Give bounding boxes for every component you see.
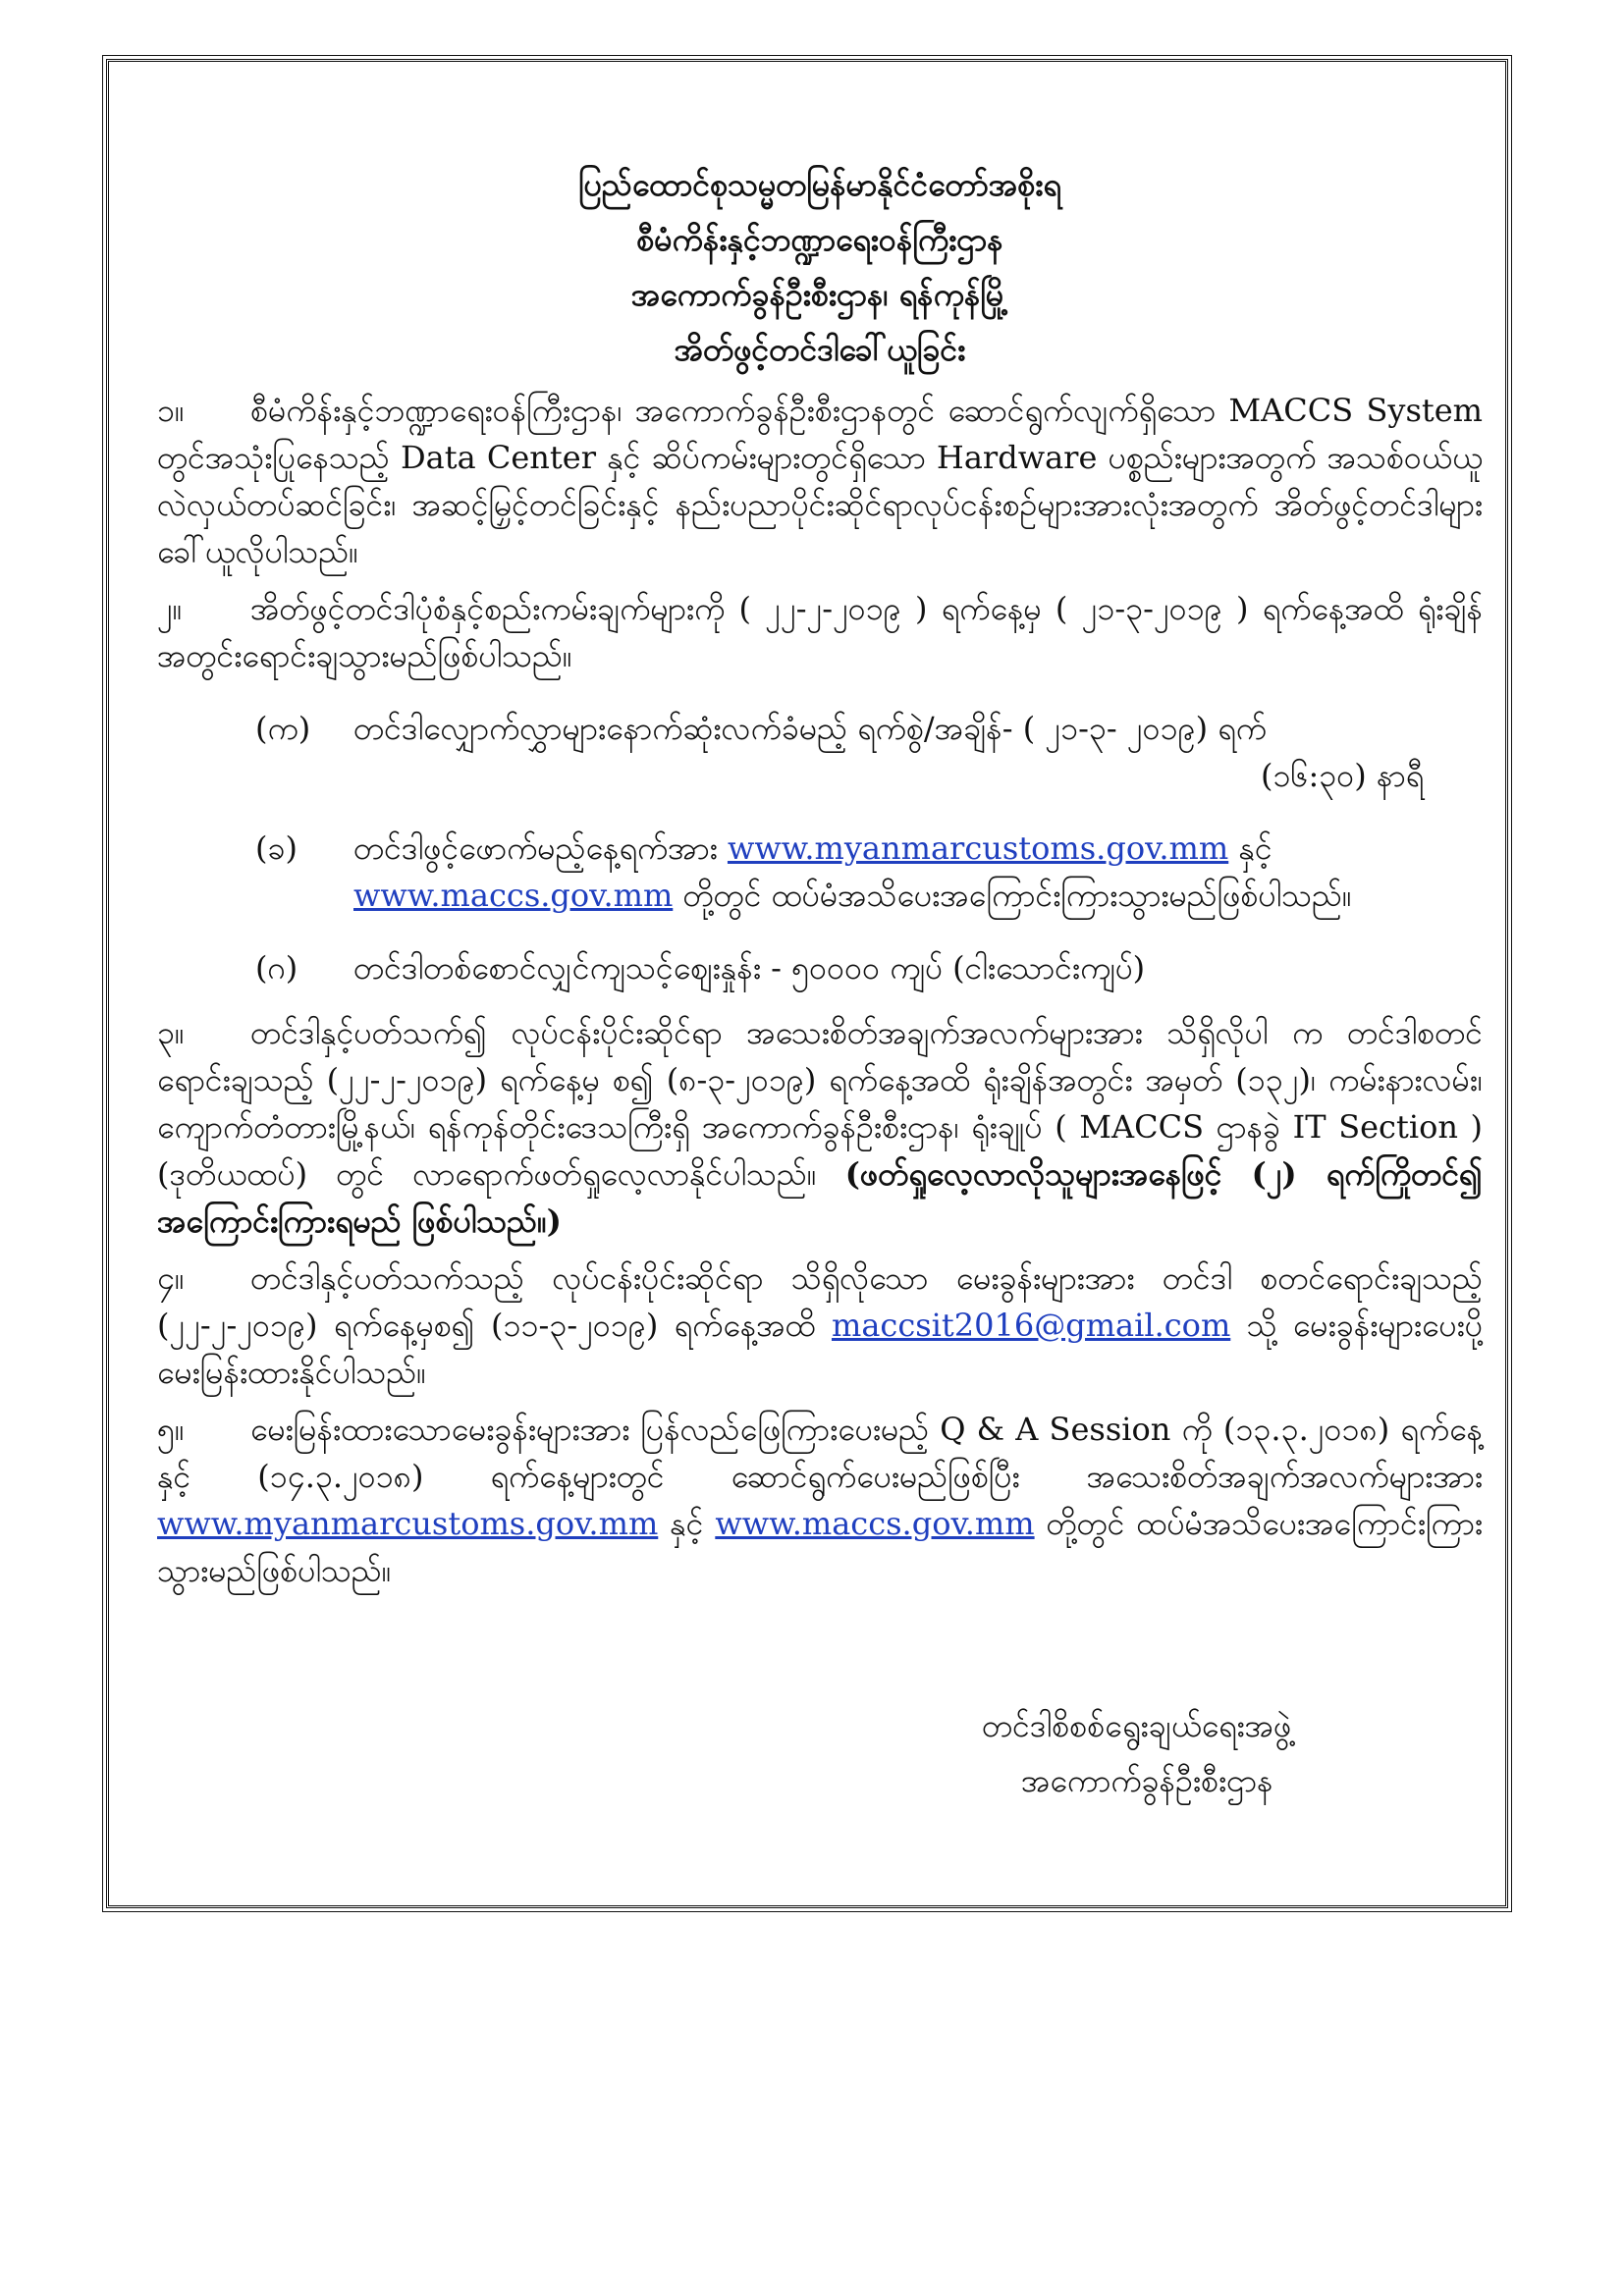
conjunction: နှင့် [670,1505,704,1542]
sub-item-a [157,705,1483,752]
sub-item-text: တင်ဒါဖွင့်ဖောက်မည့်နေ့ရက်အား [353,829,718,867]
signature-block [982,1698,1473,1808]
sub-item-text-end: တို့တွင် ထပ်မံအသိပေးအကြောင်းကြားသွားမည်ဖြစ်ပါသည်။ [682,877,1352,914]
header-government: ပြည်ထောင်စုသမ္မတမြန်မာနိုင်ငံတော်အစိုးရ [578,166,1061,203]
header-ministry: စီမံကိန်းနှင့်ဘဏ္ဍာရေးဝန်ကြီးဌာန [636,221,1003,258]
email-link[interactable]: maccsit2016@gmail.com [831,1307,1231,1344]
paragraph-2 [157,585,1483,679]
paragraph-text-end: သို့ မေးခွန်းများပေးပို့မေးမြန်းထားနိုင်ပါသည်။ [157,1307,1484,1391]
paragraph-text-end: တို့တွင် ထပ်မံအသိပေးအကြောင်းကြားသွားမည်ဖြစ်ပါသည်။ [157,1505,1484,1589]
link-myanmarcustoms[interactable]: www.myanmarcustoms.gov.mm [157,1505,659,1542]
link-myanmarcustoms[interactable]: www.myanmarcustoms.gov.mm [727,829,1229,867]
paragraph-note: (ဖတ်ရှုလေ့လာလိုသူများအနေဖြင့် (၂) ရက်ကြိုတင်၍ အကြောင်းကြားရမည် ဖြစ်ပါသည်။) [157,1155,1484,1240]
sub-item-label: (ဂ) [255,949,298,987]
sub-item-c [157,944,1483,991]
paragraph-text: မေးမြန်းထားသောမေးခွန်းများအား ပြန်လည်ဖြေကြားပေးမည့် Q & A Session ကို (၁၃.၃.၂၀၁၈) ရက်နေ့နှင့် (၁၄.၃.၂၀၁၈) ရက်နေ့များတွင် ဆောင်ရွက်ပေးမည်ဖြစ်ပြီး အသေးစိတ်အချက်အလက်များအား [157,1411,1483,1495]
paragraph-number: ၄။ [157,1259,185,1297]
sub-item-label: (ခ) [255,829,298,867]
paragraph-5 [157,1406,1483,1594]
sub-item-b [157,825,1483,919]
paragraph-text: တင်ဒါနှင့်ပတ်သက်သည့် လုပ်ငန်းပိုင်းဆိုင်ရာ သိရှိလိုသော မေးခွန်းများအား တင်ဒါ စတင်ရောင်းချသည့် (၂၂-၂-၂၀၁၉) ရက်နေ့မှစ၍ (၁၁-၃-၂၀၁၉) ရက်နေ့အထိ [157,1259,1484,1344]
paragraph-number: ၃။ [157,1014,185,1051]
document-body [157,157,1483,1594]
header-department: အကောက်ခွန်ဦးစီးဌာန၊ ရန်ကုန်မြို့ [630,276,1009,313]
link-maccs[interactable]: www.maccs.gov.mm [353,877,674,914]
paragraph-number: ၅။ [157,1411,185,1448]
paragraph-text: စီမံကိန်းနှင့်ဘဏ္ဍာရေးဝန်ကြီးဌာန၊ အကောက်ခွန်ဦးစီးဌာနတွင် ဆောင်ရွက်လျက်ရှိသော MACCS System တွင်အသုံးပြုနေသည့် Data Center နှင့် ဆိပ်ကမ်းများတွင်ရှိသော Hardware ပစ္စည်းများအတွက် အသစ်ဝယ်ယူလဲလှယ်တပ်ဆင်ခြင်း၊ အဆင့်မြှင့်တင်ခြင်းနှင့် နည်းပညာပိုင်းဆိုင်ရာလုပ်ငန်းစဉ်များအားလုံးအတွက် အိတ်ဖွင့်တင်ဒါများ ခေါ်ယူလိုပါသည်။ [157,392,1483,570]
paragraph-number: ၂။ [157,590,183,627]
paragraph-text: တင်ဒါနှင့်ပတ်သက်၍ လုပ်ငန်းပိုင်းဆိုင်ရာ အသေးစိတ်အချက်အလက်များအား သိရှိလိုပါ က တင်ဒါစတင်ရောင်းချသည့် (၂၂-၂-၂၀၁၉) ရက်နေ့မှ စ၍ (၈-၃-၂၀၁၉) ရက်နေ့အထိ ရုံးချိန်အတွင်း အမှတ် (၁၃၂)၊ ကမ်းနားလမ်း၊ ကျောက်တံတားမြို့နယ်၊ ရန်ကုန်တိုင်းဒေသကြီးရှိ အကောက်ခွန်ဦးစီးဌာန၊ ရုံးချုပ် ( MACCS ဌာနခွဲ IT Section ) (ဒုတိယထပ်) တွင် လာရောက်ဖတ်ရှုလေ့လာနိုင်ပါသည်။ [157,1014,1483,1193]
conjunction: နှင့် [1238,829,1272,867]
paragraph-1 [157,387,1483,575]
paragraph-4 [157,1255,1483,1396]
signature-committee: တင်ဒါစိစစ်ရွေးချယ်ရေးအဖွဲ့ [982,1707,1292,1744]
paragraph-text: အိတ်ဖွင့်တင်ဒါပုံစံနှင့်စည်းကမ်းချက်များကို ( ၂၂-၂-၂၀၁၉ ) ရက်နေ့မှ ( ၂၁-၃-၂၀၁၉ ) ရက်နေ့အထိ ရုံးချိန်အတွင်းရောင်းချသွားမည်ဖြစ်ပါသည်။ [157,590,1483,674]
link-maccs[interactable]: www.maccs.gov.mm [715,1505,1035,1542]
header-title: အိတ်ဖွင့်တင်ဒါခေါ်ယူခြင်း [674,331,966,368]
signature-department: အကောက်ခွန်ဦးစီးဌာန [1021,1762,1273,1799]
paragraph-number: ၁။ [157,392,185,429]
sub-item-a-time: (၁၆:၃၀) နာရီ [1260,757,1424,794]
paragraph-3 [157,1009,1483,1245]
sub-item-text: တင်ဒါတစ်စောင်လျှင်ကျသင့်ဈေးနှုန်း - ၅၀၀၀၀ ကျပ် (ငါးသောင်းကျပ်) [353,949,1146,987]
header-block [157,157,1483,377]
sub-item-label: (က) [255,710,311,747]
sub-item-text: တင်ဒါလျှောက်လွှာများနောက်ဆုံးလက်ခံမည့် ရက်စွဲ/အချိန်- ( ၂၁-၃- ၂၀၁၉) ရက် [353,710,1267,747]
